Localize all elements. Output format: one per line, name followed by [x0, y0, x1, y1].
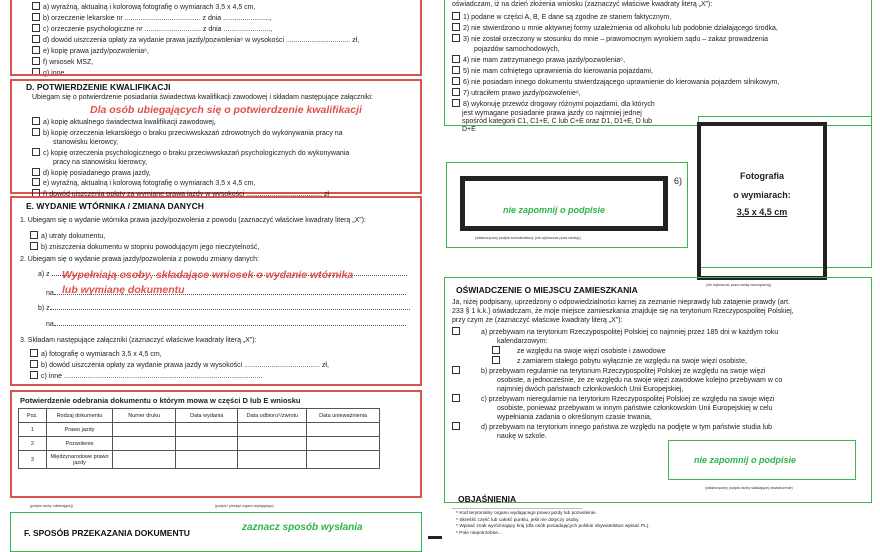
- checkbox[interactable]: [452, 99, 460, 107]
- table-cell[interactable]: [113, 437, 176, 451]
- table-cell[interactable]: [113, 423, 176, 437]
- checkbox[interactable]: [32, 128, 40, 136]
- checkbox[interactable]: [452, 66, 460, 74]
- checkbox[interactable]: [492, 346, 500, 354]
- table-cell: 2: [19, 437, 47, 451]
- table-cell: Prawo jazdy: [46, 423, 113, 437]
- residence-option: najmniej dwóch państwach członkowskich Unii Europejskiej,: [497, 386, 684, 393]
- column-header: Data wydania: [175, 409, 238, 423]
- receiver-signature-caption: (podpis osoby odbierającej): [30, 504, 73, 508]
- checkbox[interactable]: [492, 356, 500, 364]
- section-e-hint-line: Wypełniają osoby, składające wniosek o wydanie wtórnika: [62, 269, 354, 281]
- residence-signature-caption: (własnoręczny podpis osoby składającej oświadczenie): [705, 486, 793, 490]
- qualification-item: b) kopię orzeczenia lekarskiego o braku przeciwwskazań zdrowotnych do wykonywania pracy na: [43, 129, 343, 137]
- qualification-item: c) kopię orzeczenia psychologicznego o braku przeciwwskazań psychologicznych do wykonywania: [43, 149, 350, 157]
- photo-label: [708, 170, 816, 219]
- column-header: Poz.: [19, 409, 47, 423]
- checkbox[interactable]: [452, 88, 460, 96]
- checkbox[interactable]: [452, 422, 460, 430]
- checkbox[interactable]: [30, 349, 38, 357]
- section-d-title: D. POTWIERDZENIE KWALIFIKACJI: [26, 82, 171, 92]
- attachment-item: b) dowód uiszczenia opłaty za wydanie prawa jazdy w wysokości ....................................... zł,: [41, 362, 329, 369]
- qualification-item: stanowisku kierowcy,: [53, 139, 119, 146]
- attachment-item: d) dowód uiszczenia opłaty za wydanie prawa jazdy/pozwolenia⁶ w wysokości ................................. zł,: [43, 37, 360, 44]
- declaration-item: 6) nie posiadam innego dokumentu stwierdzającego uprawnienie do kierowania pojazdem silnikowym,: [463, 79, 780, 86]
- residence-option: osobiste, ponieważ przebywam w innym państwie członkowskim Unii Europejskiej w celu: [497, 405, 773, 412]
- signature-caption: (własnoręczny podpis wnioskodawcy (nie wykraczać poza ramkę)): [475, 236, 581, 240]
- photo-size: 3,5 x 4,5 cm: [736, 207, 788, 217]
- attachment-item: c) inne ......................................................................................................: [41, 373, 263, 380]
- data-change-label: a) z: [38, 271, 52, 278]
- table-cell: 3: [19, 451, 47, 469]
- table-row: [19, 437, 380, 451]
- residence-intro-line: Ja, niżej podpisany, uprzedzony o odpowiedzialności karnej za zeznanie nieprawdy lub zatajenie prawdy (art.: [452, 299, 791, 306]
- declaration-item: 7) utraciłem prawo jazdy/pozwolenie⁶,: [463, 90, 581, 97]
- data-change-label: b) z: [38, 305, 50, 312]
- table-cell[interactable]: [175, 437, 238, 451]
- residence-intro-line: 233 § 1 k.k.) oświadczam, że moje miejsce zamieszkania znajduje się na terytorium Rzeczypospolitej Polskiej,: [452, 308, 794, 315]
- residence-option: naukę w szkole.: [497, 433, 547, 440]
- attachment-item: e) kopię prawa jazdy/pozwolenia⁶,: [43, 48, 149, 55]
- checkbox[interactable]: [30, 360, 38, 368]
- history-title: Potwierdzenie odebrania dokumentu o którym mowa w części D lub E wniosku: [20, 396, 301, 405]
- attachment-item: c) orzeczenie psychologiczne nr ............................. z dnia ........................,: [43, 26, 273, 33]
- checkbox[interactable]: [452, 77, 460, 85]
- column-header: Data unieważnienia: [307, 409, 380, 423]
- declaration-item: 3) nie został orzeczony w stosunku do mnie – prawomocnym wyrokiem sądu – zakaz prowadzenia: [463, 36, 769, 43]
- table-cell[interactable]: [175, 451, 238, 469]
- declaration-item: spośród kategorii C1, C1+E, C lub C+E oraz D1, D1+E, D lub: [462, 118, 653, 125]
- history-table: [18, 408, 380, 469]
- qualification-item: a) kopię aktualnego świadectwa kwalifikacji zawodowej,: [43, 119, 216, 126]
- checkbox[interactable]: [30, 242, 38, 250]
- residence-option: wypełniania zadania o określonym czasie trwania,: [497, 414, 652, 421]
- qualification-item: e) wyraźną, aktualną i kolorową fotografię o wymiarach 3,5 x 4,5 cm,: [43, 180, 256, 187]
- section-f-hint: zaznacz sposób wysłania: [242, 522, 363, 533]
- duplicate-reason: a) utraty dokumentu,: [41, 233, 106, 240]
- signature-box[interactable]: [460, 176, 668, 231]
- attachment-item: a) fotografię o wymiarach 3,5 x 4,5 cm,: [41, 351, 162, 358]
- checkbox[interactable]: [452, 327, 460, 335]
- explanations-divider: [452, 508, 582, 509]
- table-cell[interactable]: [307, 451, 380, 469]
- checkbox[interactable]: [30, 231, 38, 239]
- data-change-row: [38, 305, 413, 312]
- table-cell[interactable]: [307, 437, 380, 451]
- explanation-note: ⁶ Pole niepotrzebne...: [456, 530, 502, 536]
- checkbox[interactable]: [452, 55, 460, 63]
- section-e-q1-items: [30, 231, 259, 253]
- page-mark: [428, 536, 442, 539]
- residence-option: c) przebywam nieregularnie na terytorium Rzeczypospolitej Polskiej ze względu na swoje więzi: [481, 396, 775, 403]
- residence-intro-line: przy czym że (zaznaczyć właściwe kwadraty literą „X”):: [452, 317, 623, 324]
- column-header: Numer druku: [113, 409, 176, 423]
- section-e-q3: 3. Składam następujące załączniki (zaznaczyć właściwe kwadraty literą „X”):: [20, 337, 257, 344]
- data-change-label: na: [46, 290, 54, 297]
- explanations-title: OBJAŚNIENIA: [458, 494, 517, 504]
- section-d-hint: Dla osób ubiegających się o potwierdzenie kwalifikacji: [90, 104, 362, 116]
- qualification-item: f) dowód uiszczenia opłaty za wymianę prawa jazdy w wysokości ....................................... zł: [43, 190, 329, 198]
- data-change-label: na: [46, 321, 54, 328]
- declaration-item: 1) podane w części A, B, E dane są zgodne ze stanem faktycznym,: [463, 14, 672, 21]
- checkbox[interactable]: [452, 23, 460, 31]
- data-change-field[interactable]: [50, 309, 410, 310]
- declaration-item: 5) nie mam cofniętego uprawnienia do kierowania pojazdami,: [463, 68, 653, 75]
- declaration-item: 8) wykonuję przewóz drogowy różnymi pojazdami, dla których: [463, 101, 655, 108]
- table-row: [19, 451, 380, 469]
- table-cell: Międzynarodowe prawo jazdy: [46, 451, 113, 469]
- declaration-item: 2) nie stwierdzono u mnie aktywnej formy uzależnienia od alkoholu lub podobnie działającego środka,: [463, 25, 778, 32]
- residence-title: OŚWIADCZENIE O MIEJSCU ZAMIESZKANIA: [456, 285, 638, 295]
- checkbox[interactable]: [452, 34, 460, 42]
- duplicate-reason: b) zniszczenia dokumentu w stopniu powodującym jego nieczytelność,: [41, 244, 260, 251]
- checkbox[interactable]: [452, 394, 460, 402]
- checkbox[interactable]: [32, 178, 40, 186]
- signature-footnote-number: 6): [674, 176, 683, 186]
- residence-options: [452, 327, 867, 441]
- red-frame-top: [10, 0, 422, 76]
- table-cell[interactable]: [238, 423, 307, 437]
- section-e-hint-line: lub wymianę dokumentu: [62, 284, 185, 296]
- residence-option: z zamiarem stałego pobytu wyłącznie ze względu na swoje więzi osobiste,: [517, 358, 747, 365]
- explanation-note: ⁵ Kod terytorialny organu wydającego prawo jazdy lub pozwolenie.: [456, 511, 597, 516]
- section-e-q1: 1. Ubiegam się o wydanie wtórnika prawa jazdy/pozwolenia z powodu (zaznaczyć właściwe kwadraty literą „X”):: [20, 217, 366, 224]
- checkbox[interactable]: [32, 117, 40, 125]
- explanations-notes: [456, 511, 650, 537]
- checkbox[interactable]: [32, 168, 40, 176]
- data-change-row: [46, 321, 413, 328]
- residence-signature-hint: nie zapomnij o podpisie: [694, 455, 797, 465]
- checkbox[interactable]: [32, 148, 40, 156]
- section-e-title: E. WYDANIE WTÓRNIKA / ZMIANA DANYCH: [26, 201, 204, 211]
- table-cell[interactable]: [238, 451, 307, 469]
- column-header: Data odbioru⁵/zwrotu: [238, 409, 307, 423]
- declaration-item: D+E: [462, 126, 476, 133]
- table-cell: 1: [19, 423, 47, 437]
- residence-option: osobiste, a jednocześnie, że ze względu na swoje więzi zawodowe kolejno przebywam w co: [497, 377, 783, 384]
- attachment-item: a) wyraźną, aktualną i kolorową fotografię o wymiarach 3,5 x 4,5 cm,: [43, 4, 256, 11]
- declaration-item: 4) nie mam zatrzymanego prawa jazdy/pozwolenia⁶,: [463, 57, 626, 64]
- residence-option: a) przebywam na terytorium Rzeczypospolitej Polskiej co najmniej przez 185 dni w każdym roku: [481, 329, 779, 336]
- table-cell[interactable]: [238, 437, 307, 451]
- column-header: Rodzaj dokumentu: [46, 409, 113, 423]
- residence-option: b) przebywam regularnie na terytorium Rzeczypospolitej Polskiej ze względu na swoje więzi: [481, 368, 766, 375]
- photo-label-line: o wymiarach:: [733, 190, 791, 200]
- declaration-item: jest wymagane posiadanie prawa jazdy co najmniej jednej: [462, 110, 642, 117]
- residence-option: d) przebywam na terytorium innego państwa ze względu na podjęte w tym państwie studia lub: [481, 424, 773, 431]
- explanation-note: ⁵ Wpisać znak wyróżniający kraj (dla osób posiadających polskie obywatelstwo wpisać PL).: [456, 524, 650, 529]
- table-cell: Pozwolenie: [46, 437, 113, 451]
- section-e-hint: [62, 268, 353, 298]
- explanation-note: ⁵ Skreślić część lub całość punktu, jeśli nie dotyczy osoby.: [456, 517, 580, 523]
- checkbox[interactable]: [30, 371, 38, 379]
- qualification-item: d) kopię posiadanego prawa jazdy,: [43, 169, 151, 177]
- table-row: [19, 423, 380, 437]
- section-d-intro: Ubiegam się o potwierdzenie posiadania świadectwa kwalifikacji zawodowej i składam następujące załączniki:: [32, 94, 373, 101]
- attachment-item: b) orzeczenie lekarskie nr ....................................... z dnia ........................,: [43, 15, 272, 22]
- table-cell[interactable]: [175, 423, 238, 437]
- table-cell[interactable]: [307, 423, 380, 437]
- table-header-row: [19, 409, 380, 423]
- signature-hint: nie zapomnij o podpisie: [503, 205, 606, 215]
- section-d-items: [32, 117, 417, 199]
- residence-intro: [452, 298, 864, 325]
- declarations-intro: oświadczam, iż na dzień złożenia wniosku (zaznaczyć właściwe kwadraty literą „X”):: [452, 1, 713, 8]
- photo-label-line: Fotografia: [740, 171, 784, 181]
- photo-caption: (nie wykraczać poza ramkę wewnętrzną): [706, 283, 771, 287]
- section-e-q2: 2. Ubiegam się o wydanie prawa jazdy/pozwolenia z powodu zmiany danych:: [20, 256, 259, 263]
- checkbox[interactable]: [452, 366, 460, 374]
- attachment-item: g) inne ...............................................................................................: [43, 70, 252, 77]
- data-change-field[interactable]: [54, 325, 406, 326]
- checkbox[interactable]: [452, 12, 460, 20]
- section-e-q3-items: [30, 349, 329, 382]
- attachment-item: f) wniosek MSZ,: [43, 59, 94, 66]
- table-cell[interactable]: [113, 451, 176, 469]
- residence-option: ze względu na swoje więzi osobiste i zawodowe: [517, 348, 666, 355]
- issuer-signature-caption: (podpis i pieczęć organu wydającego): [215, 504, 274, 508]
- qualification-item: pracy na stanowisku kierowcy,: [53, 159, 148, 166]
- declaration-item: pojazdów samochodowych,: [474, 46, 560, 53]
- section-f-title: F. SPOSÓB PRZEKAZANIA DOKUMENTU: [24, 528, 190, 538]
- residence-option: kalendarzowym:: [497, 338, 548, 345]
